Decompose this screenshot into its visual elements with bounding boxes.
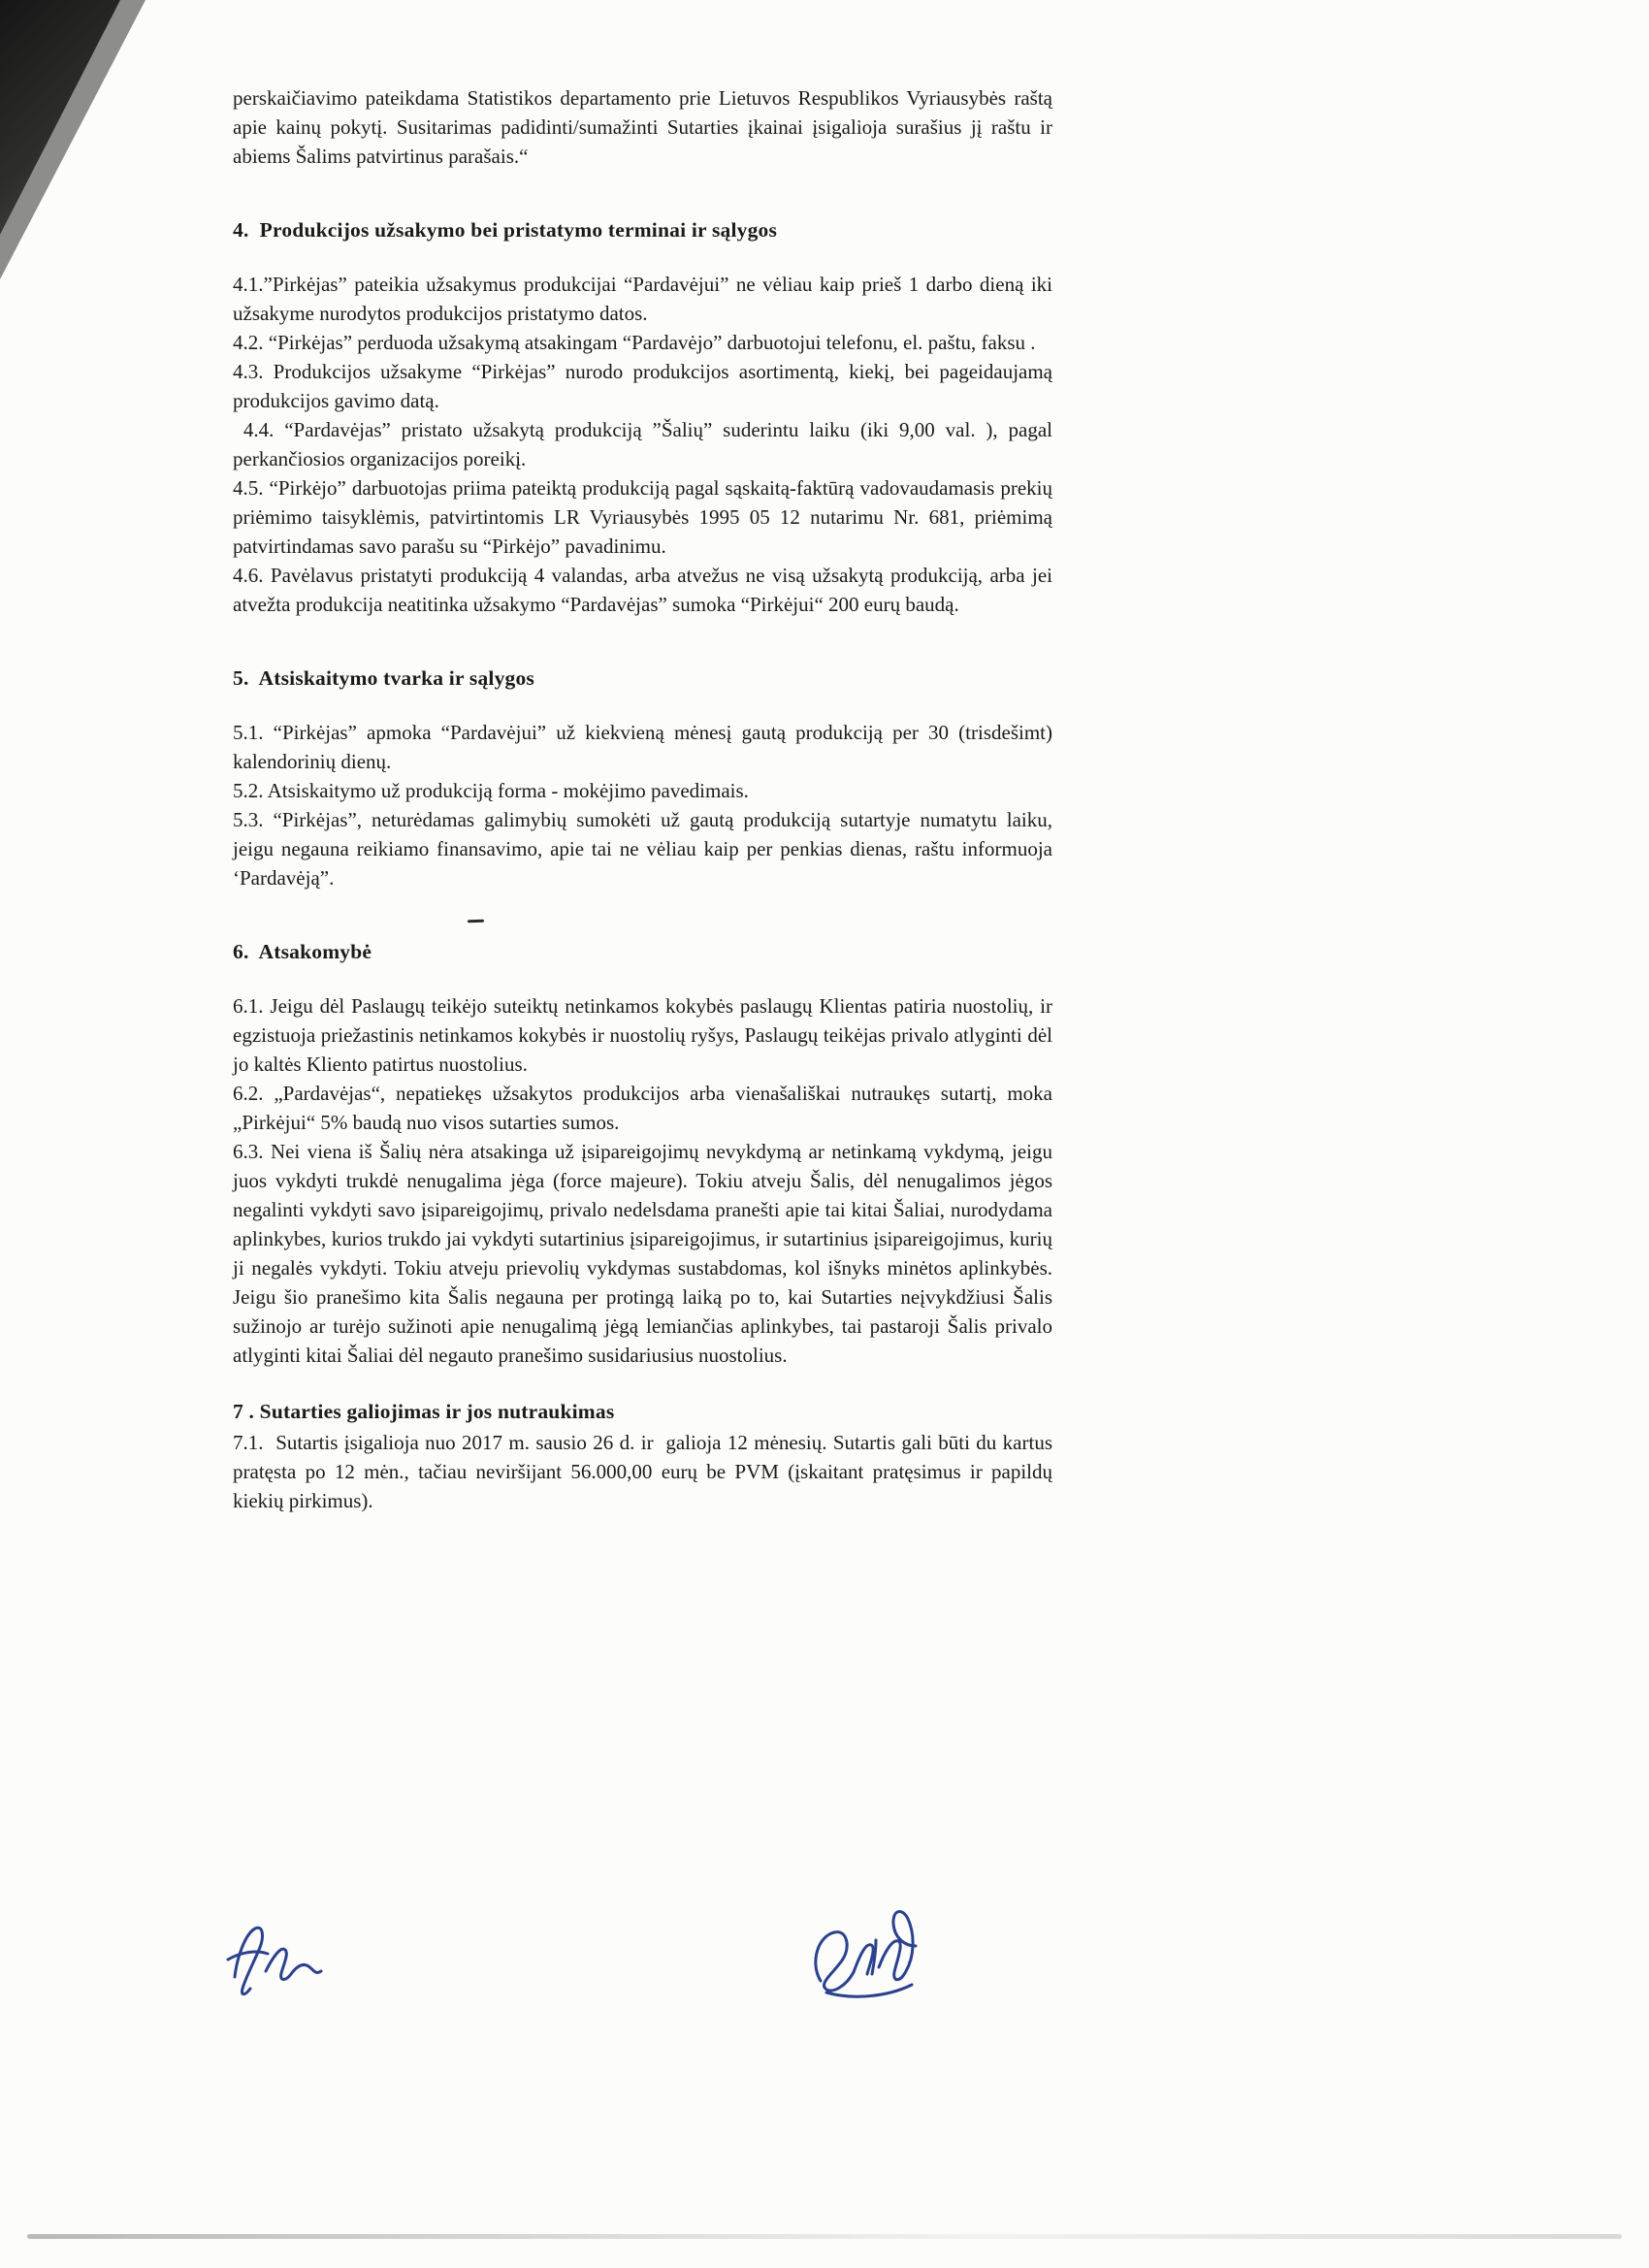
clause-5-2: 5.2. Atsiskaitymo už produkciją forma - mokėjimo pavedimais. bbox=[233, 779, 749, 802]
clause-6-1: 6.1. Jeigu dėl Paslaugų teikėjo suteiktų netinkamos kokybės paslaugų Klientas patiria nuostolių, ir egzistuoja priežastinis netinkamos kokybės ir nuostolių ryšys, Paslaugų teikėjas privalo atlyginti dėl jo kaltės Kliento patirtus nuostolius. bbox=[233, 994, 1058, 1076]
clause-5-3: 5.3. “Pirkėjas”, neturėdamas galimybių sumokėti už gautą produkciją sutartyje numatytu laiku, jeigu negauna reikiamo finansavimo, apie tai ne vėliau kaip per penkias dienas, raštu informuoja ‘Pardavėją”. bbox=[233, 808, 1058, 890]
section-4 bbox=[233, 215, 1058, 619]
intro-paragraph: perskaičiavimo pateikdama Statistikos departamento prie Lietuvos Respublikos Vyriausybės raštą apie kainų pokytį. Susitarimas padidinti/sumažinti Sutarties įkainai įsigalioja surašius jį raštu ir abiems Šalims patvirtinus parašais.“ bbox=[233, 86, 1058, 168]
pen-strike-artifact bbox=[468, 920, 484, 923]
clause-4-2: 4.2. “Pirkėjas” perduoda užsakymą atsakingam “Pardavėjo” darbuotojui telefonu, el. paštu, faksu . bbox=[233, 331, 1036, 354]
clause-4-4: 4.4. “Pardavėjas” pristato užsakytą produkciją ”Šalių” suderintu laiku (iki 9,00 val. ), pagal perkančiosios organizacijos poreikį. bbox=[233, 418, 1058, 470]
clause-7-1: 7.1. Sutartis įsigalioja nuo 2017 m. sausio 26 d. ir galioja 12 mėnesių. Sutartis gali būti du kartus pratęsta po 12 mėn., tačiau neviršijant 56.000,00 eurų be PVM (įskaitant pratęsimus ir papildų kiekių pirkimus). bbox=[233, 1431, 1058, 1512]
section-6-heading: 6. Atsakomybė bbox=[233, 940, 372, 963]
signature-row bbox=[221, 1903, 1055, 2016]
signature-left bbox=[221, 1919, 324, 2002]
section-5 bbox=[233, 664, 1058, 892]
clause-4-3: 4.3. Produkcijos užsakyme “Pirkėjas” nurodo produkcijos asortimentą, kiekį, bei pageidaujamą produkcijos gavimo datą. bbox=[233, 360, 1058, 412]
section-5-heading: 5. Atsiskaitymo tvarka ir sąlygos bbox=[233, 666, 535, 690]
clause-4-6: 4.6. Pavėlavus pristatyti produkciją 4 valandas, arba atvežus ne visą užsakytą produkciją, arba jei atvežta produkcija neatitinka užsakymo “Pardavėjas” sumoka “Pirkėjui“ 200 eurų baudą. bbox=[233, 564, 1058, 616]
section-6 bbox=[233, 937, 1058, 1370]
section-4-heading: 4. Produkcijos užsakymo bei pristatymo terminai ir sąlygos bbox=[233, 218, 778, 242]
clause-6-3: 6.3. Nei viena iš Šalių nėra atsakinga už įsipareigojimų nevykdymą ar netinkamą vykdymą, jeigu juos vykdyti trukdė nenugalima jėga (force majeure). Tokiu atveju Šalis, dėl nenugalimos jėgos negalinti vykdyti savo įsipareigojimų, privalo nedelsdama pranešti apie tai kitai Šaliai, nurodydama aplinkybes, kurios trukdo jai vykdyti sutartinius įsipareigojimus, ir sutartinius įsipareigojimus, kurių ji negalės vykdyti. Tokiu atveju prievolių vykdymas sustabdomas, kol išnyks minėtos aplinkybės. Jeigu šio pranešimo kita Šalis negauna per protingą laiką po to, kai Sutarties neįvykdžiusi Šalis sužinojo ar turėjo sužinoti apie nenugalimą jėgą lemiančias aplinkybes, tai pastaroji Šalis privalo atlyginti kitai Šaliai dėl negauto pranešimo susidariusius nuostolius. bbox=[233, 1140, 1058, 1367]
contract-body bbox=[233, 83, 1058, 1515]
clause-4-5: 4.5. “Pirkėjo” darbuotojas priima pateiktą produkciją pagal sąskaitą-faktūrą vadovaudamasis prekių priėmimo taisyklėmis, patvirtintomis LR Vyriausybės 1995 05 12 nutarimu Nr. 681, priėmimą patvirtindamas savo parašu su “Pirkėjo” pavadinimu. bbox=[233, 476, 1058, 558]
clause-4-1: 4.1.”Pirkėjas” pateikia užsakymus produkcijai “Pardavėjui” ne vėliau kaip prieš 1 darbo dieną iki užsakyme nurodytos produkcijos pristatymo datos. bbox=[233, 273, 1058, 325]
section-7-heading: 7 . Sutarties galiojimas ir jos nutraukimas bbox=[233, 1400, 615, 1423]
clause-6-2: 6.2. „Pardavėjas“, nepatiekęs užsakytos produkcijos arba vienašališkai nutraukęs sutartį, moka „Pirkėjui“ 5% baudą nuo visos sutarties sumos. bbox=[233, 1082, 1058, 1134]
clause-5-1: 5.1. “Pirkėjas” apmoka “Pardavėjui” už kiekvieną mėnesį gautą produkciją per 30 (trisdešimt) kalendorinių dienų. bbox=[233, 721, 1058, 773]
signature-right bbox=[803, 1903, 920, 2004]
scan-artifact-corner bbox=[0, 0, 120, 235]
scan-artifact-bottom-edge bbox=[27, 2234, 1622, 2239]
section-7 bbox=[233, 1397, 1058, 1515]
